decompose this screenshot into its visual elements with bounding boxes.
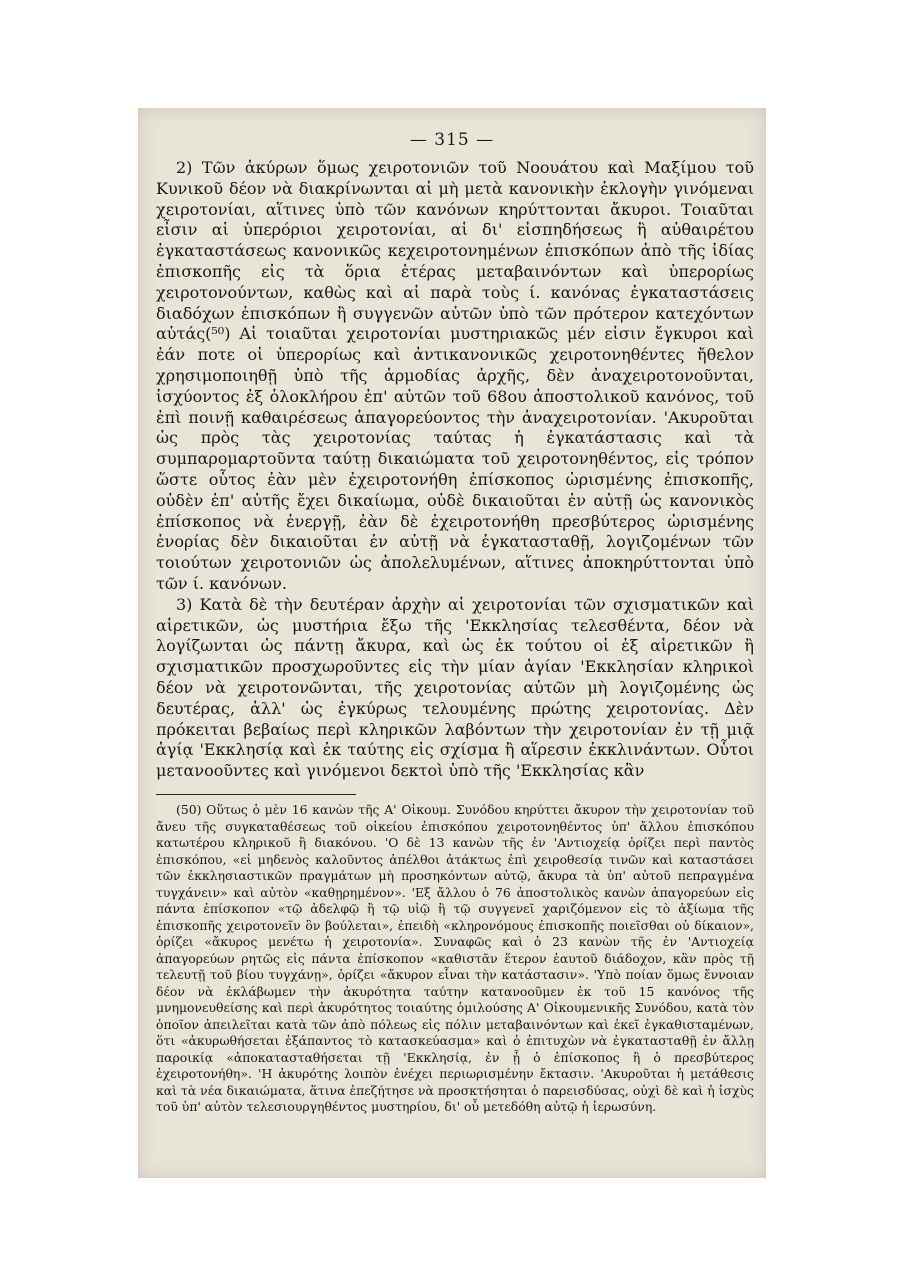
footnote-50 [156, 802, 754, 1116]
paragraph-2: 2) Τῶν ἀκύρων ὅμως χειροτονιῶν τοῦ Νοουάτου καὶ Μαξίμου τοῦ Κυνικοῦ δέον νὰ διακρίνωνται αἱ μὴ μετὰ κανονικὴν ἐκλογὴν γινόμεναι χειροτονίαι, αἵτινες ὑπὸ τῶν κανόνων κηρύττονται ἄκυροι. Τοιαῦται εἶσιν αἱ ὑπερόριοι χειροτονίαι, αἱ δι' εἰσπηδήσεως ἢ αὐθαιρέτου ἐγκαταστάσεως κανονικῶς κεχειροτονημένων ἐπισκόπων ἀπὸ τῆς ἰδίας ἐπισκοπῆς εἰς τὰ ὅρια ἑτέρας μεταβαινόντων καὶ ὑπερορίως χειροτονούντων, καθὼς καὶ αἱ παρὰ τοὺς ί. κανόνας ἐγκαταστάσεις διαδόχων ἐπισκόπων ἢ συγγενῶν αὐτῶν ὑπὸ τῶν πρότερον κατεχόντων αὐτάς(⁵⁰) Αἱ τοιαῦται χειροτονίαι μυστηριακῶς μέν εἰσιν ἔγκυροι καὶ ἐάν ποτε οἱ ὑπερορίως καὶ ἀντικανονικῶς χειροτονηθέντες ἤθελον χρησιμοποιηθῇ ὑπὸ τῆς ἁρμοδίας ἀρχῆς, δὲν ἀναχειροτονοῦνται, ἰσχύοντος ἐξ ὁλοκλήρου ἐπ' αὐτῶν τοῦ 68ου ἀποστολικοῦ κανόνος, τοῦ ἐπὶ ποινῇ καθαιρέσεως ἀπαγορεύοντος τὴν ἀναχειροτονίαν. 'Ακυροῦται ὡς πρὸς τὰς χειροτονίας ταύτας ἡ ἐγκατάστασις καὶ τὰ συμπαρομαρτοῦντα ταύτῃ δικαιώματα τοῦ χειροτονηθέντος, εἰς τρόπον ὥστε οὗτος ἐὰν μὲν ἐχειροτονήθη ἐπίσκοπος ὡρισμένης ἐπισκοπῆς, οὐδὲν ἐπ' αὐτῆς ἔχει δικαίωμα, οὐδὲ δικαιοῦται ἐν αὐτῇ ὡς κανονικὸς ἐπίσκοπος νὰ ἐνεργῇ, ἐὰν δὲ ἐχειροτονήθη πρεσβύτερος ὡρισμένης ἐνορίας δὲν δικαιοῦται ἐν αὐτῇ νὰ ἐγκατασταθῇ, λογιζομένων τῶν τοιούτων χειροτονιῶν ὡς ἀπολελυμένων, αἵτινες ἀποκηρύττονται ὑπὸ τῶν ί. κανόνων. [156, 158, 754, 593]
scanned-page [138, 108, 766, 1178]
paragraph-3: 3) Κατὰ δὲ τὴν δευτέραν ἀρχὴν αἱ χειροτονίαι τῶν σχισματικῶν καὶ αἱρετικῶν, ὡς μυστήρια ἔξω τῆς 'Εκκλησίας τελεσθέντα, δέον νὰ λογίζωνται ὡς πάντῃ ἄκυρα, καὶ ὡς ἐκ τούτου οἱ ἐξ αἱρετικῶν ἢ σχισματικῶν προσχωροῦντες εἰς τὴν μίαν ἁγίαν 'Εκκλησίαν κληρικοὶ δέον νὰ χειροτονῶνται, τῆς χειροτονίας αὐτῶν μὴ λογιζομένης ὡς δευτέρας, ἀλλ' ὡς ἐγκύρως τελουμένης πρώτης χειροτονίας. Δὲν πρόκειται βεβαίως περὶ κληρικῶν λαβόντων τὴν χειροτονίαν ἐν τῇ μιᾷ ἁγίᾳ 'Εκκλησίᾳ καὶ ἐκ ταύτης εἰς σχίσμα ἢ αἵρεσιν ἐκκλινάντων. Οὗτοι μετανοοῦντες καὶ γινόμενοι δεκτοὶ ὑπὸ τῆς 'Εκκλησίας κἂν [156, 594, 754, 781]
footnote-text: (50) Οὕτως ὁ μὲν 16 κανὼν τῆς Α' Οἰκουμ. Συνόδου κηρύττει ἄκυρον τὴν χειροτονίαν τοῦ ἄνευ τῆς συγκαταθέσεως τοῦ οἰκείου ἐπισκόπου χειροτονηθέντος ὑπ' ἄλλου ἐπισκόπου κατωτέρου κληρικοῦ ἢ διακόνου. 'Ο δὲ 13 κανὼν τῆς ἐν 'Αντιοχείᾳ ὁρίζει περὶ παντὸς ἐπισκόπου, «εἰ μηδενὸς καλοῦντος ἀπέλθοι ἀτάκτως ἐπὶ χειροθεσίᾳ τινῶν καὶ καταστάσει τῶν ἐκκλησιαστικῶν πραγμάτων μὴ προσηκόντων αὐτῷ, ἄκυρα τὰ ὑπ' αὐτοῦ πεπραγμένα τυγχάνειν» καὶ αὐτὸν «καθῃρημένον». 'Εξ ἄλλου ὁ 76 ἀποστολικὸς κανὼν ἀπαγορεύων εἰς πάντα ἐπίσκοπον «τῷ ἀδελφῷ ἢ τῷ υἱῷ ἢ τῷ συγγενεῖ χαριζόμενον εἰς τὸ ἀξίωμα τῆς ἐπισκοπῆς χειροτονεῖν ὃν βούλεται», ἐπειδὴ «κληρονόμους ἐπισκοπῆς ποιεῖσθαι οὐ δίκαιον», ὁρίζει «ἄκυρος μενέτω ἡ χειροτονία». Συναφῶς καὶ ὁ 23 κανὼν τῆς ἐν 'Αντιοχείᾳ ἀπαγορεύων ρητῶς εἰς πάντα ἐπίσκοπον «καθιστᾶν ἕτερον ἑαυτοῦ διάδοχον, κἂν πρὸς τῇ τελευτῇ τοῦ βίου τυγχάνῃ», ὁρίζει «ἄκυρον εἶναι τὴν κατάστασιν». 'Υπὸ ποίαν ὅμως ἔννοιαν δέον νὰ ἐκλάβωμεν τὴν ἀκυρότητα ταύτην κατανοοῦμεν ἐκ τοῦ 15 κανόνος τῆς μνημονευθείσης καὶ περὶ ἀκυρότητος τοιαύτης ὁμιλούσης Α' Οἰκουμενικῆς Συνόδου, κατὰ τὸν ὁποῖον ἀπειλεῖται κατὰ τῶν ἀπὸ πόλεως εἰς πόλιν μεταβαινόντων καὶ ἐκεῖ ἐγκαθισταμένων, ὅτι «ἀκυρωθήσεται ἐξάπαντος τὸ κατασκεύασμα» καὶ ὁ ἐπιτυχὼν νὰ ἐγκατασταθῇ ἐν ἄλλῃ παροικίᾳ «ἀποκατασταθήσεται τῇ 'Εκκλησίᾳ, ἐν ᾗ ὁ ἐπίσκοπος ἢ ὁ πρεσβύτερος ἐχειροτονήθη». 'Η ἀκυρότης λοιπὸν ἐνέχει περιωρισμένην ἔκτασιν. 'Ακυροῦται ἡ μετάθεσις καὶ τὰ νέα δικαιώματα, ἅτινα ἐπεζήτησε νὰ προσκτήσηται ὁ παρεισδύσας, οὐχὶ δὲ καὶ ἡ ἰσχὺς τοῦ ὑπ' αὐτὸν τελεσιουργηθέντος μυστηρίου, δι' οὗ μετεδόθη αὐτῷ ἡ ἱερωσύνη. [156, 802, 754, 1114]
main-text [156, 158, 754, 782]
page-number: — 315 — [409, 130, 495, 150]
footnote-divider [156, 794, 356, 795]
